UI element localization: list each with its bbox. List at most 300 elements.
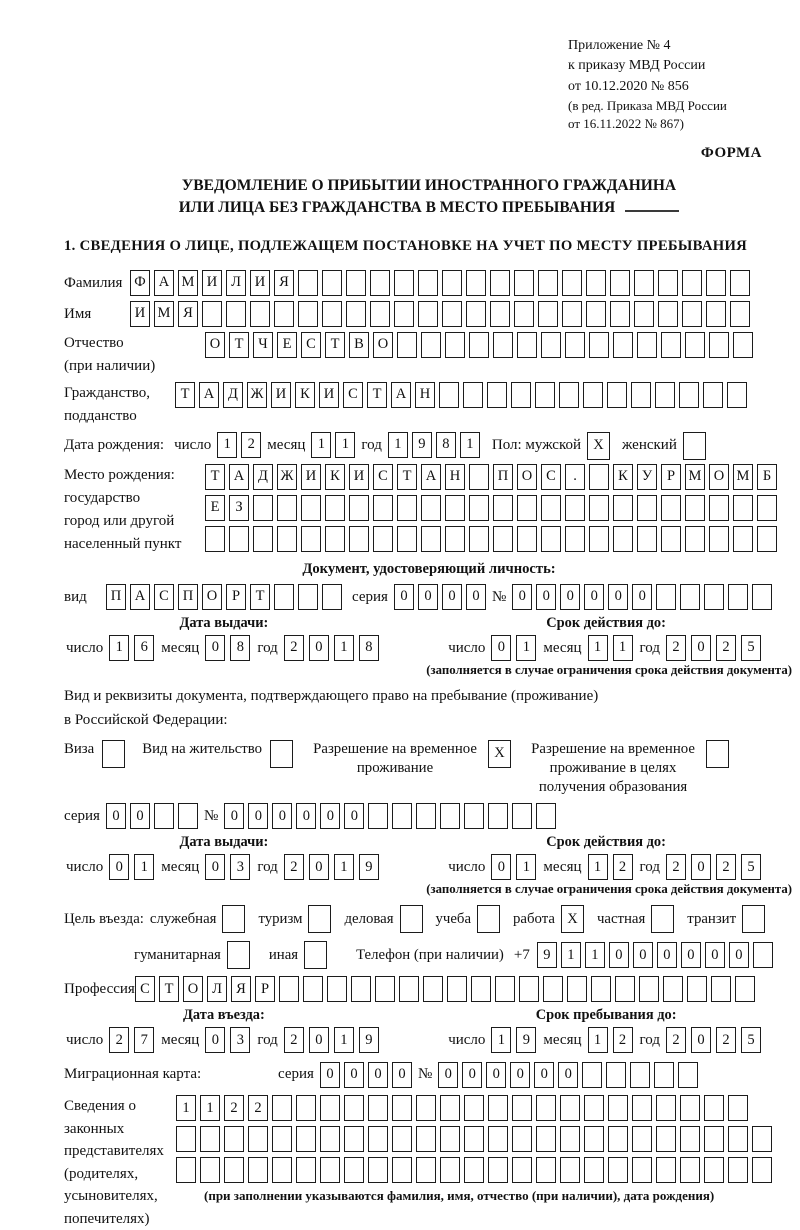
form-cell [536,1126,556,1152]
form-cell: Ж [247,382,267,408]
surname-row [64,270,794,297]
residence-doc-line1: Вид и реквизиты документа, подтверждающего право на пребывание (проживание) [64,687,599,704]
residence-issue-header: Дата выдачи: [179,834,269,851]
form-cell [565,495,585,521]
form-cell [656,1095,676,1121]
form-cell [536,1095,556,1121]
form-cell [733,495,753,521]
form-cell [226,301,246,327]
form-cell: 1 [334,1027,354,1053]
form-cell [490,301,510,327]
migration-card-row [64,1061,794,1088]
form-cell [272,1126,292,1152]
form-cell: 0 [309,854,329,880]
purpose-transit-checkbox [742,905,769,933]
form-cell: 2 [666,635,686,661]
form-cell [582,1062,602,1088]
form-cell [488,1157,508,1183]
patronymic-row [64,332,794,378]
year-label: год [639,859,660,876]
citizenship-label [64,382,175,428]
form-cell [250,301,270,327]
residence-permit-label: Вид на жительство [142,740,263,757]
visa-option [64,740,129,768]
form-cell: 6 [134,635,154,661]
form-cell: А [229,464,249,490]
form-cell [517,526,537,552]
phone-prefix: +7 [513,946,530,963]
form-cell [463,382,483,408]
visa-label: Виза [64,740,95,757]
gender-male-checkbox [587,432,614,460]
form-cell: 0 [320,803,340,829]
form-cell [488,803,508,829]
form-cell [368,1126,388,1152]
residence-issue-date-group [64,834,384,881]
form-cell [469,495,489,521]
form-cell [661,526,681,552]
form-cell [154,803,174,829]
purpose-humanitarian-checkbox [227,941,254,969]
form-cell [656,584,676,610]
birth-day-cells [217,432,265,458]
doc-number-sign: № [491,588,507,605]
form-cell: 0 [466,584,486,610]
form-cell: 1 [217,432,237,458]
temp-residence-education-label: Разрешение на временное проживание в целях получения образования [531,740,695,796]
stay-date-group [446,1007,766,1054]
form-cell [397,332,417,358]
form-cell [298,584,318,610]
form-cell: Т [159,976,179,1002]
form-cell: 0 [344,1062,364,1088]
form-cell [586,301,606,327]
form-cell: 0 [205,1027,225,1053]
form-cell [651,905,674,933]
revision-line: от 16.11.2022 № 867) [568,115,685,131]
form-cell [541,332,561,358]
doc-type-cells [106,584,346,610]
form-cell [703,382,723,408]
form-cell [301,526,321,552]
form-cell: С [541,464,561,490]
form-cell: 0 [691,635,711,661]
form-cell: Д [253,464,273,490]
entry-day-cells [109,1027,159,1054]
form-cell [373,495,393,521]
form-cell [709,495,729,521]
form-cell: 2 [284,854,304,880]
day-label: число [448,639,486,656]
form-cell: Б [757,464,777,490]
purpose-row2-phone-row [64,941,794,969]
form-cell [370,270,390,296]
form-cell: 2 [248,1095,268,1121]
form-cell [488,1095,508,1121]
form-cell [512,1095,532,1121]
year-label: год [257,639,278,656]
form-cell [471,976,491,1002]
form-cell [634,270,654,296]
migration-number-cells [438,1062,702,1088]
form-cell: Т [175,382,195,408]
form-cell: X [488,740,511,768]
form-cell: И [202,270,222,296]
form-cell [512,1157,532,1183]
form-cell: С [154,584,174,610]
form-cell [416,1157,436,1183]
form-cell [368,1095,388,1121]
form-cell: Р [226,584,246,610]
form-cell [304,941,327,969]
form-cell: 7 [134,1027,154,1053]
form-cell: 0 [558,1062,578,1088]
form-cell [442,301,462,327]
form-cell: И [319,382,339,408]
stay-day-cells [491,1027,541,1054]
purpose-tourism-label: туризм [258,910,303,927]
form-cell [416,1126,436,1152]
form-cell [394,270,414,296]
month-label: месяц [543,1032,582,1049]
validity-date-header: Срок действия до: [546,614,666,631]
form-cell [711,976,731,1002]
form-cell: 1 [588,635,608,661]
form-cell [277,495,297,521]
form-cell [303,976,323,1002]
form-cell [344,1126,364,1152]
form-cell [678,1062,698,1088]
section-1-heading: 1. СВЕДЕНИЯ О ЛИЦЕ, ПОДЛЕЖАЩЕМ ПОСТАНОВКЕ НА УЧЕТ ПО МЕСТУ ПРЕБЫВАНИЯ [64,237,748,254]
form-cell: 0 [296,803,316,829]
form-cell: 0 [309,635,329,661]
residence-issue-day-cells [109,854,159,881]
form-label: ФОРМА [700,144,762,161]
form-cell [608,1095,628,1121]
form-cell [514,301,534,327]
purpose-humanitarian-label: гуманитарная [134,946,221,963]
form-cell [607,382,627,408]
form-cell [680,584,700,610]
validity-note: (заполняется в случае ограничения срока действия документа) [426,662,792,677]
form-cell [392,803,412,829]
form-cell: 2 [666,854,686,880]
form-cell [421,526,441,552]
form-cell: 5 [741,1027,761,1053]
form-cell: 5 [741,635,761,661]
form-cell [511,382,531,408]
form-cell [613,495,633,521]
legal-reps-cells-row1 [176,1095,776,1121]
citizenship-cells [175,382,751,408]
identity-doc-row [64,584,794,611]
appendix-line: от 10.12.2020 № 856 [568,78,689,94]
legal-reps-label-line: попечителях) [64,1210,150,1227]
residence-number-sign: № [204,808,219,825]
stay-date-header: Срок пребывания до: [535,1007,677,1024]
day-label: число [66,1032,104,1049]
form-cell [589,526,609,552]
form-cell [320,1126,340,1152]
form-cell [679,382,699,408]
birth-place-label-line: Место рождения: [64,466,175,483]
form-cell [730,301,750,327]
year-label: год [257,859,278,876]
form-cell [680,1095,700,1121]
form-cell [375,976,395,1002]
form-cell [536,1157,556,1183]
form-cell [301,495,321,521]
form-cell: Д [223,382,243,408]
form-cell [589,332,609,358]
validity-year-cells [666,635,766,662]
gender-female-label: женский [622,436,677,453]
form-cell [567,976,587,1002]
form-cell [224,1126,244,1152]
form-cell: П [178,584,198,610]
birth-year-cells [388,432,484,458]
residence-permit-checkbox [270,740,297,768]
form-cell: 0 [691,1027,711,1053]
form-cell [680,1126,700,1152]
residence-validity-year-cells [666,854,766,881]
form-cell [277,526,297,552]
form-cell: 0 [633,942,653,968]
form-cell: 1 [134,854,154,880]
form-cell [728,1095,748,1121]
temp-residence-education-checkbox [706,740,733,768]
purpose-business-checkbox [400,905,427,933]
form-cell [565,332,585,358]
form-cell: Я [231,976,251,1002]
form-cell [178,803,198,829]
form-cell [320,1095,340,1121]
form-cell: 0 [609,942,629,968]
birth-month-cells [311,432,359,458]
purpose-other-checkbox [304,941,331,969]
form-cell: Я [274,270,294,296]
legal-reps-label-line: законных [64,1120,125,1137]
form-cell [445,526,465,552]
purpose-business-label: деловая [344,910,394,927]
form-cell: 0 [392,1062,412,1088]
form-cell: А [421,464,441,490]
form-cell: 0 [534,1062,554,1088]
form-cell [512,803,532,829]
form-cell [469,332,489,358]
form-cell [421,495,441,521]
form-cell [274,301,294,327]
stay-month-cells [588,1027,638,1054]
form-cell [469,464,489,490]
birth-place-cells-row2 [205,495,781,521]
form-cell [536,803,556,829]
form-cell [727,382,747,408]
month-label: месяц [543,859,582,876]
legal-reps-label-line: Сведения о [64,1098,136,1115]
profession-label: Профессия [64,981,135,998]
issue-date-header: Дата выдачи: [179,614,269,631]
form-cell [327,976,347,1002]
form-cell: С [373,464,393,490]
form-cell: Е [277,332,297,358]
form-cell [615,976,635,1002]
form-cell [560,1095,580,1121]
form-cell: 1 [491,1027,511,1053]
form-cell [757,495,777,521]
form-cell: О [202,584,222,610]
temp-residence-checkbox [488,740,515,768]
gender-female-checkbox [683,432,710,460]
form-cell [728,1126,748,1152]
residence-serial-row [64,803,794,830]
form-cell: Л [226,270,246,296]
form-cell: Ж [277,464,297,490]
form-cell [704,584,724,610]
form-cell: 2 [109,1027,129,1053]
firstname-cells [130,301,754,327]
birth-place-cells-row1 [205,464,781,490]
birth-place-label-line: государство [64,489,141,506]
form-cell: 0 [309,1027,329,1053]
form-cell: О [205,332,225,358]
visa-checkbox [102,740,129,768]
purpose-row [64,905,794,933]
legal-reps-note: (при заполнении указываются фамилия, имя, отчество (при наличии), дата рождения) [204,1188,715,1204]
form-cell: З [229,495,249,521]
form-cell: 1 [176,1095,196,1121]
form-cell: И [250,270,270,296]
form-cell [488,1126,508,1152]
purpose-work-label: работа [513,910,555,927]
form-cell [637,526,657,552]
residence-issue-year-cells [284,854,384,881]
form-cell: 0 [344,803,364,829]
validity-month-cells [588,635,638,662]
form-cell: 1 [388,432,408,458]
doc-type-label: вид [64,588,87,605]
form-cell [752,584,772,610]
purpose-work-checkbox [561,905,588,933]
form-cell [464,803,484,829]
form-cell [351,976,371,1002]
form-cell [661,332,681,358]
year-label: год [639,639,660,656]
form-cell: 0 [657,942,677,968]
form-cell [541,495,561,521]
form-cell [272,1095,292,1121]
form-cell [655,382,675,408]
form-cell: 1 [561,942,581,968]
form-cell: 2 [224,1095,244,1121]
birth-place-label-line: населенный пункт [64,535,182,552]
form-cell [325,495,345,521]
form-cell: К [295,382,315,408]
citizenship-label-line1: Гражданство, [64,384,151,401]
form-cell: Ч [253,332,273,358]
form-cell: А [199,382,219,408]
birth-place-cells-row3 [205,526,781,552]
form-cell [392,1095,412,1121]
citizenship-label-line2: подданство [64,407,137,424]
stay-year-cells [666,1027,766,1054]
entry-year-cells [284,1027,384,1054]
form-cell: Н [445,464,465,490]
form-cell [445,495,465,521]
form-cell [634,301,654,327]
form-cell [322,584,342,610]
form-cell [560,1126,580,1152]
form-cell: 1 [585,942,605,968]
firstname-row [64,301,794,328]
form-cell [682,270,702,296]
form-cell: 0 [691,854,711,880]
purpose-other-label: иная [268,946,299,963]
form-cell: 1 [588,1027,608,1053]
form-cell [752,1126,772,1152]
form-cell: Т [325,332,345,358]
form-cell [586,270,606,296]
form-cell: X [587,432,610,460]
form-cell: Т [367,382,387,408]
form-cell: 2 [241,432,261,458]
form-cell [477,905,500,933]
form-cell [639,976,659,1002]
form-cell: X [561,905,584,933]
form-cell [742,905,765,933]
form-cell [469,526,489,552]
form-cell: 0 [248,803,268,829]
form-cell: 2 [284,1027,304,1053]
form-cell [296,1095,316,1121]
form-cell: М [178,270,198,296]
form-cell [373,526,393,552]
form-cell: 2 [716,854,736,880]
form-cell: О [183,976,203,1002]
birth-place-label [64,464,205,556]
form-cell [685,495,705,521]
form-cell [493,332,513,358]
form-cell: 1 [334,635,354,661]
form-cell: 0 [491,635,511,661]
form-cell [418,270,438,296]
form-cell: 0 [130,803,150,829]
form-cell: 0 [462,1062,482,1088]
form-cell [610,270,630,296]
form-cell: 0 [510,1062,530,1088]
form-cell [630,1062,650,1088]
form-cell: 2 [716,1027,736,1053]
residence-series-cells [106,803,202,829]
form-cell [606,1062,626,1088]
form-cell: Т [250,584,270,610]
form-cell [735,976,755,1002]
form-title-line2 [64,197,794,219]
form-cell [400,905,423,933]
form-cell: 0 [491,854,511,880]
form-cell [423,976,443,1002]
form-cell: 0 [560,584,580,610]
migration-number-sign: № [417,1066,433,1083]
profession-cells [135,976,759,1002]
residence-validity-note: (заполняется в случае ограничения срока действия документа) [426,882,792,897]
temp-residence-label: Разрешение на временное проживание [313,740,477,776]
form-cell: 9 [359,854,379,880]
birth-date-label: Дата рождения: [64,436,165,453]
form-cell: К [325,464,345,490]
legal-reps-cells-row2 [176,1126,776,1152]
form-cell [517,332,537,358]
